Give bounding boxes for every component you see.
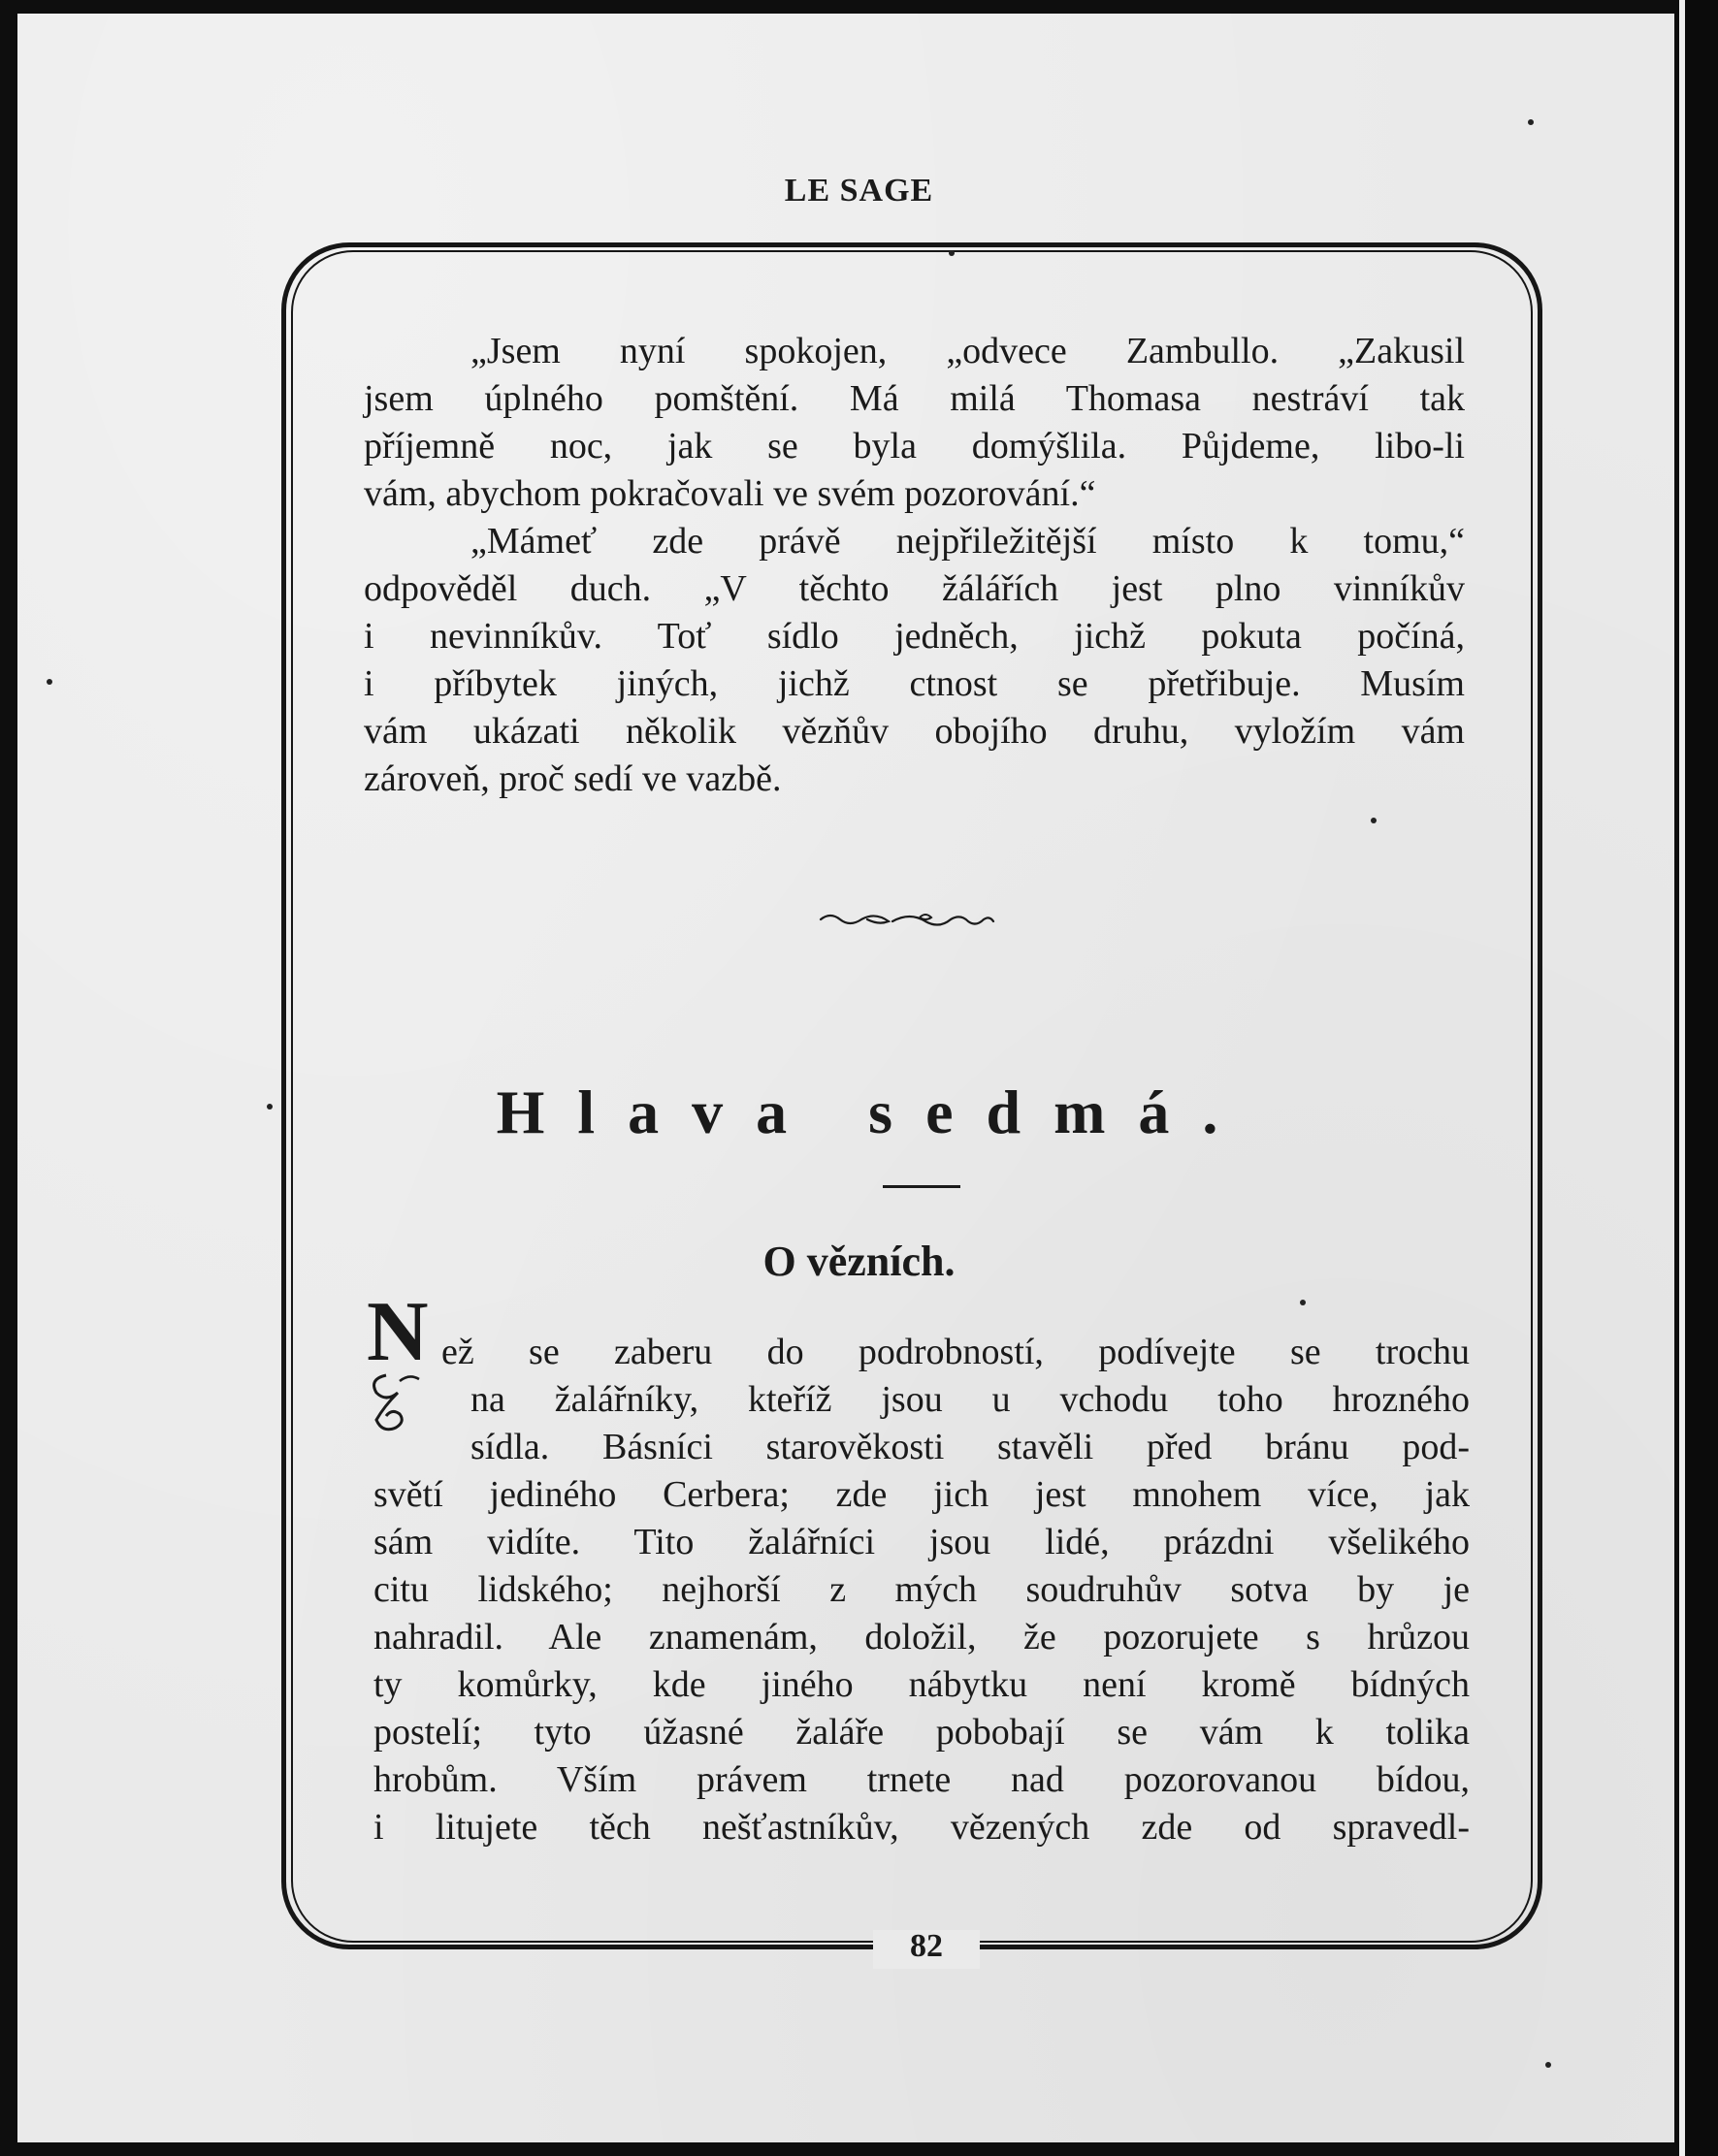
text-line: i litujete těch nešťastníkův, vězených zde od spravedl- [373, 1807, 1470, 1848]
bottom-text-block [373, 1329, 1470, 1851]
scan-speck [1371, 818, 1377, 823]
text-line: citu lidského; nejhorší z mých soudruhův sotva by je [373, 1569, 1470, 1610]
text-line: světí jediného Cerbera; zde jich jest mnohem více, jak [373, 1474, 1470, 1515]
scan-speck [267, 1104, 273, 1110]
text-line: příjemně noc, jak se byla domýšlila. Půjdeme, libo-li [364, 426, 1465, 467]
scan-speck [1528, 119, 1534, 125]
text-line: postelí; tyto úžasné žaláře pobobají se vám k tolika [373, 1712, 1470, 1753]
text-line: ež se zaberu do podrobností, podívejte se trochu [441, 1332, 1470, 1372]
section-title: O vězních. [762, 1238, 956, 1285]
scan-speck [1545, 2062, 1551, 2068]
title-rule [883, 1185, 960, 1188]
text-line: sám vidíte. Tito žalářníci jsou lidé, prázdni všelikého [373, 1522, 1470, 1562]
page-number: 82 [910, 1928, 943, 1964]
text-line: i příbytek jiných, jichž ctnost se přetřibuje. Musím [364, 663, 1465, 704]
drop-cap-letter: N [367, 1292, 429, 1379]
chapter-title: Hlava sedmá. [496, 1078, 1251, 1146]
top-text-block [364, 328, 1465, 803]
scan-speck [1300, 1300, 1306, 1305]
scan-speck [47, 679, 52, 685]
text-line: jsem úplného pomštění. Má milá Thomasa nestráví tak [364, 378, 1465, 419]
text-line: zároveň, proč sedí ve vazbě. [364, 758, 782, 799]
text-line: na žalářníky, kteříž jsou u vchodu toho hrozného [470, 1379, 1470, 1420]
text-line: odpověděl duch. „V těchto žálářích jest plno vinníkův [364, 568, 1465, 609]
text-line: sídla. Básníci starověkosti stavěli před bránu pod- [470, 1427, 1470, 1467]
text-line: ty komůrky, kde jiného nábytku není kromě bídných [373, 1664, 1470, 1705]
text-line: vám ukázati několik vězňův obojího druhu, vyložím vám [364, 711, 1465, 752]
text-line: nahradil. Ale znamenám, doložil, že pozorujete s hrůzou [373, 1617, 1470, 1657]
ornament-divider [815, 904, 1009, 933]
text-line: „Jsem nyní spokojen, „odvece Zambullo. „Zakusil [470, 331, 1465, 371]
scan-speck [949, 250, 955, 256]
running-head: LE SAGE [784, 173, 934, 209]
text-line: i nevinníkův. Toť sídlo jedněch, jichž pokuta počíná, [364, 616, 1465, 657]
text-line: vám, abychom pokračovali ve svém pozorování.“ [364, 473, 1096, 514]
text-line: „Mámeť zde právě nejpřiležitější místo k tomu,“ [470, 521, 1465, 562]
text-line: hrobům. Vším právem trnete nad pozorovanou bídou, [373, 1759, 1470, 1800]
